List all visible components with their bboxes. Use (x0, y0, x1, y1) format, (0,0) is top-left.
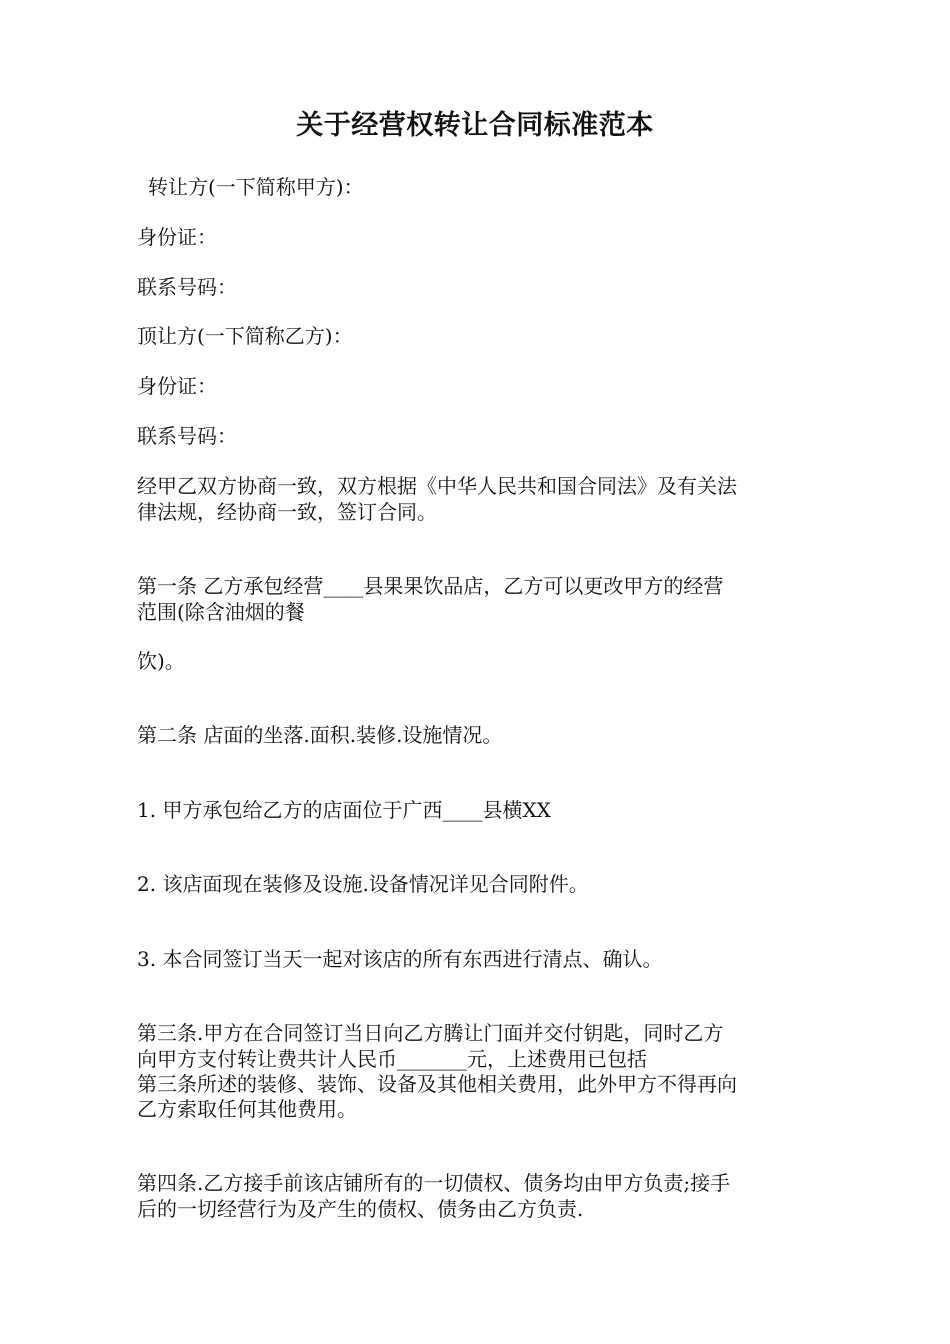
document-title: 关于经营权转让合同标准范本 (296, 110, 654, 141)
article-4-line-2: 后的一切经营行为及产生的债权、债务由乙方负责. (137, 1197, 584, 1221)
article-2-heading: 第二条 店面的坐落.面积.装修.设施情况。 (137, 723, 503, 747)
article-1-line-2: 范围(除含油烟的餐 (137, 600, 305, 624)
article-3-line-2: 向甲方支付转让费共计人民币_______元，上述费用已包括 (137, 1047, 647, 1071)
party-a-id-label: 身份证： (137, 225, 217, 249)
preamble-line-1: 经甲乙双方协商一致，双方根据《中华人民共和国合同法》及有关法 (137, 474, 737, 498)
party-a-phone-label: 联系号码： (137, 275, 237, 299)
party-b-id-label: 身份证： (137, 374, 217, 398)
transferee-label: 顶让方(一下简称乙方)： (137, 324, 353, 348)
article-2-item-3: 3. 本合同签订当天一起对该店的所有东西进行清点、确认。 (137, 947, 663, 971)
article-2-item-1: 1. 甲方承包给乙方的店面位于广西____县横XX (137, 798, 551, 822)
party-b-phone-label: 联系号码： (137, 424, 237, 448)
article-3-line-4: 乙方索取任何其他费用。 (137, 1097, 357, 1121)
article-4-line-1: 第四条.乙方接手前该店铺所有的一切债权、债务均由甲方负责;接手 (137, 1171, 731, 1195)
article-2-item-2: 2. 该店面现在装修及设施.设备情况详见合同附件。 (137, 872, 589, 896)
preamble-line-2: 律法规，经协商一致，签订合同。 (137, 500, 437, 524)
article-3-line-3: 第三条所述的装修、装饰、设备及其他相关费用，此外甲方不得再向 (137, 1072, 737, 1096)
article-3-line-1: 第三条.甲方在合同签订当日向乙方腾让门面并交付钥匙，同时乙方 (137, 1021, 724, 1045)
article-1-line-1: 第一条 乙方承包经营____县果果饮品店，乙方可以更改甲方的经营 (137, 574, 724, 598)
article-1-line-3: 饮)。 (137, 649, 185, 673)
transferor-label: 转让方(一下简称甲方)： (148, 175, 364, 199)
